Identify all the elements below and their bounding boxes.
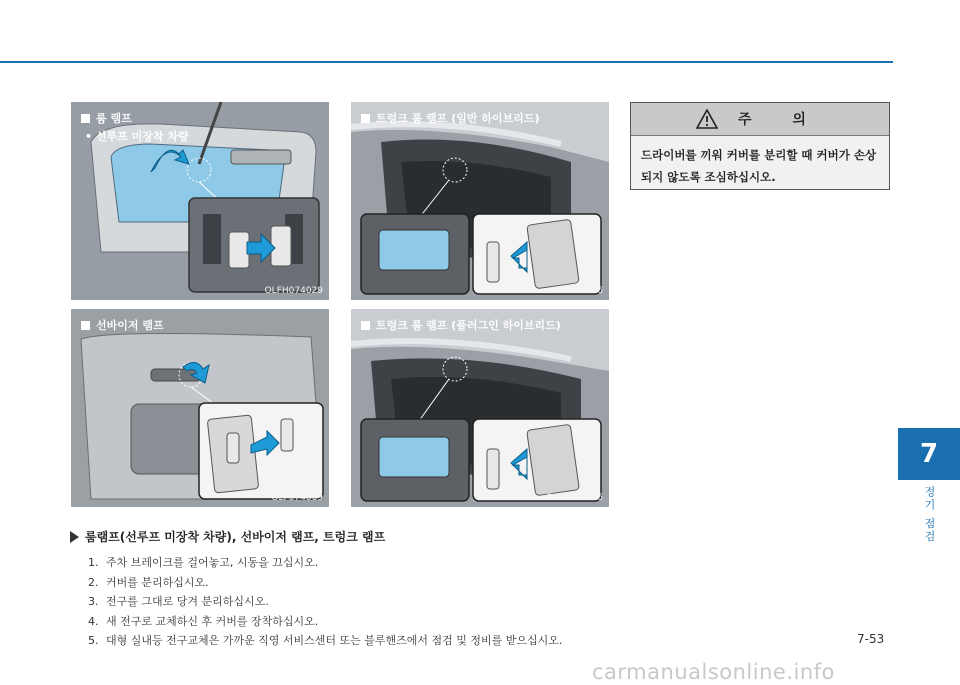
caution-box bbox=[630, 102, 890, 190]
square-bullet-icon bbox=[81, 321, 90, 330]
caution-text: 드라이버를 끼워 커버를 분리할 때 커버가 손상되지 않도록 조심하십시오. bbox=[641, 148, 877, 184]
panel-label: 트렁크 룸 램프 (플러그인 하이브리드) bbox=[361, 317, 561, 333]
figure-code: OLF074056 bbox=[551, 286, 603, 296]
caution-title: 주 의 bbox=[738, 112, 824, 128]
square-bullet-icon bbox=[361, 321, 370, 330]
step-list bbox=[88, 553, 562, 651]
square-bullet-icon bbox=[361, 114, 370, 123]
panel-label: 트렁크 룸 램프 (일반 하이브리드) bbox=[361, 110, 540, 126]
square-bullet-icon bbox=[81, 114, 90, 123]
figure-code: OLFH074029 bbox=[264, 286, 323, 296]
panel-sublabel: • 선루프 미장착 차량 bbox=[85, 130, 189, 143]
step-item: 1. 주차 브레이크를 걸어놓고, 시동을 끄십시오. bbox=[88, 556, 319, 569]
figure-code: OLFP075056 bbox=[545, 493, 603, 503]
page-number: 7-53 bbox=[857, 632, 885, 646]
step-item: 2. 커버를 분리하십시오. bbox=[88, 575, 209, 589]
chapter-tab[interactable]: 7 bbox=[898, 428, 960, 480]
step-item: 3. 전구를 그대로 당겨 분리하십시오. bbox=[88, 595, 269, 608]
section-heading: 룸램프(선루프 미장착 차량), 선바이저 램프, 트렁크 램프 bbox=[70, 528, 385, 545]
sunvisor-lamp-drawing bbox=[71, 309, 329, 507]
trunk-lamp-plugin-drawing bbox=[351, 309, 609, 507]
step-item: 5. 대형 실내등 전구교체은 가까운 직영 서비스센터 또는 블루핸즈에서 점검 및 정비를 받으십시오. bbox=[88, 634, 563, 647]
caution-header bbox=[631, 103, 889, 136]
illustration-room-lamp bbox=[71, 102, 329, 300]
illustration-trunk-lamp-hybrid bbox=[351, 102, 609, 300]
top-rule bbox=[0, 61, 893, 63]
step-item: 4. 새 전구로 교체하신 후 커버를 장착하십시오. bbox=[88, 614, 319, 628]
chapter-name: 정기 점검 bbox=[923, 486, 936, 544]
illustration-sunvisor-lamp bbox=[71, 309, 329, 507]
triangle-bullet-icon bbox=[70, 531, 79, 543]
panel-label: 선바이저 램프 bbox=[81, 317, 164, 333]
figure-code: OLF074069 bbox=[271, 493, 323, 503]
illustration-trunk-lamp-plugin bbox=[351, 309, 609, 507]
trunk-lamp-drawing bbox=[351, 102, 609, 300]
warning-triangle-icon bbox=[696, 109, 718, 129]
panel-label: 룸 램프 bbox=[81, 110, 132, 126]
watermark: carmanualsonline.info bbox=[592, 660, 835, 684]
